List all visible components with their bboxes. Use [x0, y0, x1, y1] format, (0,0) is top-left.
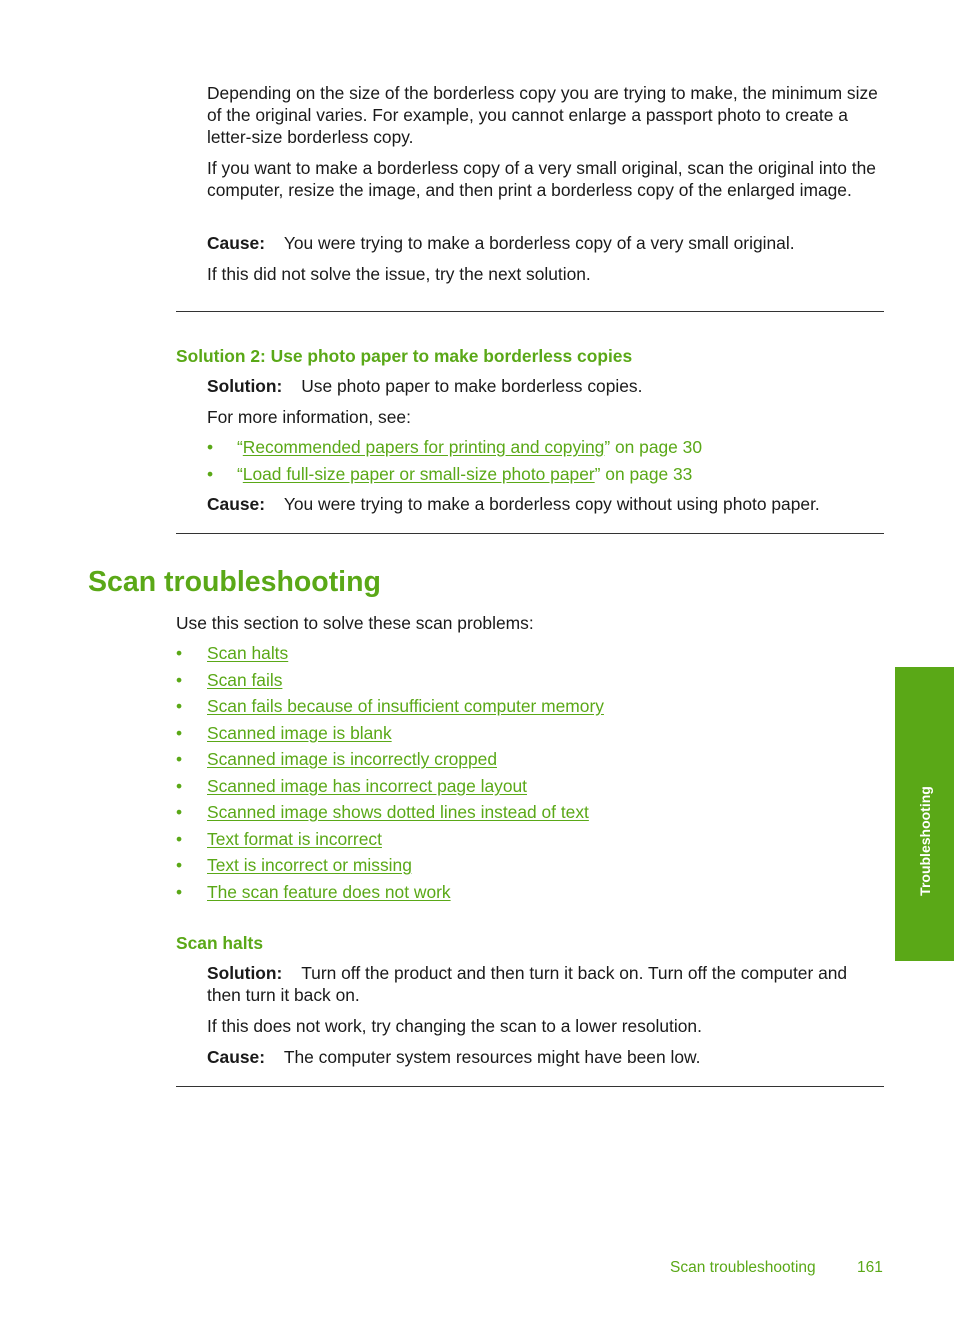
- link-text-missing[interactable]: Text is incorrect or missing: [207, 855, 412, 875]
- cause-line-1: [207, 232, 795, 254]
- open-quote: “: [237, 464, 243, 484]
- solution-label: Solution:: [207, 376, 283, 396]
- ref-link-load-paper[interactable]: Load full-size paper or small-size photo paper: [242, 464, 595, 484]
- cause-text: You were trying to make a borderless copy of a very small original.: [283, 233, 795, 253]
- side-tab: [895, 667, 954, 961]
- next-solution-note: If this did not solve the issue, try the next solution.: [207, 264, 591, 284]
- intro-paragraph-1: Depending on the size of the borderless copy you are trying to make, the minimum size of the original varies. For example, you cannot enlarge a passport photo to create a letter-size borderless copy.: [207, 83, 878, 147]
- link-scan-fails-memory[interactable]: Scan fails because of insufficient computer memory: [207, 696, 604, 716]
- lower-resolution-note: If this does not work, try changing the scan to a lower resolution.: [207, 1016, 702, 1036]
- bullet-icon: •: [176, 776, 183, 796]
- solution-text: Use photo paper to make borderless copies.: [301, 376, 643, 396]
- bullet-icon: •: [176, 855, 183, 875]
- ref-suffix: ” on page 33: [594, 464, 693, 484]
- cause-text: The computer system resources might have been low.: [283, 1047, 701, 1067]
- ref-item: [237, 436, 702, 458]
- page-number: 161: [857, 1259, 883, 1276]
- ref-suffix: ” on page 30: [604, 437, 703, 457]
- cause-text: You were trying to make a borderless copy without using photo paper.: [283, 494, 820, 514]
- bullet-icon: •: [176, 829, 183, 849]
- solution-text-line-1: Turn off the product and then turn it back on. Turn off the computer and: [301, 963, 848, 983]
- solution-line: [207, 375, 642, 397]
- solution-text-line-2: then turn it back on.: [207, 985, 360, 1005]
- link-page-layout[interactable]: Scanned image has incorrect page layout: [207, 776, 527, 796]
- link-image-blank[interactable]: Scanned image is blank: [207, 723, 392, 743]
- bullet-icon: •: [176, 749, 183, 769]
- cause-line-2: [207, 493, 820, 515]
- link-dotted-lines[interactable]: Scanned image shows dotted lines instead of text: [207, 802, 589, 822]
- footer-section-name: Scan troubleshooting: [670, 1259, 816, 1276]
- bullet-icon: •: [207, 464, 214, 484]
- solution-label: Solution:: [207, 963, 283, 983]
- bullet-icon: •: [176, 723, 183, 743]
- scan-halts-solution: [207, 962, 897, 1006]
- cause-label: Cause:: [207, 1047, 265, 1067]
- link-image-cropped[interactable]: Scanned image is incorrectly cropped: [207, 749, 497, 769]
- divider: [176, 311, 884, 312]
- section-intro: Use this section to solve these scan problems:: [176, 613, 534, 633]
- solution-2-heading: Solution 2: Use photo paper to make borderless copies: [176, 346, 633, 366]
- link-scan-fails[interactable]: Scan fails: [207, 670, 283, 690]
- bullet-icon: •: [176, 802, 183, 822]
- link-text-format[interactable]: Text format is incorrect: [207, 829, 382, 849]
- bullet-icon: •: [176, 696, 183, 716]
- ref-link-recommended-papers[interactable]: Recommended papers for printing and copying: [242, 437, 605, 457]
- divider: [176, 1086, 884, 1087]
- bullet-icon: •: [176, 643, 183, 663]
- open-quote: “: [237, 437, 243, 457]
- bullet-icon: •: [176, 670, 183, 690]
- link-scan-feature[interactable]: The scan feature does not work: [207, 882, 451, 902]
- cause-label: Cause:: [207, 233, 265, 253]
- scan-halts-heading: Scan halts: [176, 933, 263, 953]
- bullet-icon: •: [207, 437, 214, 457]
- section-title: Scan troubleshooting: [88, 566, 381, 598]
- cause-line-3: [207, 1046, 700, 1068]
- more-info-text: For more information, see:: [207, 407, 411, 427]
- side-tab-label: Troubleshooting: [916, 786, 933, 896]
- link-scan-halts[interactable]: Scan halts: [207, 643, 289, 663]
- cause-label: Cause:: [207, 494, 265, 514]
- bullet-icon: •: [176, 882, 183, 902]
- intro-paragraph-2: If you want to make a borderless copy of a very small original, scan the original into the computer, resize the image, and then print a borderless copy of the enlarged image.: [207, 158, 876, 200]
- ref-item: [237, 463, 692, 485]
- divider: [176, 533, 884, 534]
